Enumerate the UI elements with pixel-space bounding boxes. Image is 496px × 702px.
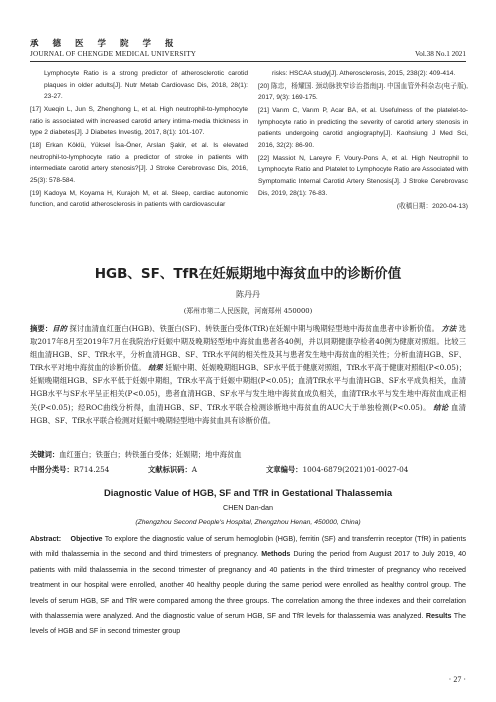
reference-item: [17] Xueqin L, Jun S, Zhenghong L, et al. High neutrophil-to-lymphocyte ratio is associated with increased carotid artery intima-media thickness in type 2 diabetes[J]. J Diabetes Investig, 2017, 8(1): 101-107. (30, 105, 248, 137)
clc-label: 中图分类号： (30, 465, 74, 474)
reference-item: Lymphocyte Ratio is a strong predictor of atherosclerotic carotid plaques in older adults[J]. Nutr Metab Cardiovasc Dis, 2018, 28(1): 23-27. (44, 70, 248, 101)
journal-name-cn: 承德医学院学报 (30, 39, 188, 49)
affiliation-cn: (郑州市第二人民医院，河南郑州 450000) (183, 307, 313, 315)
article-no-field (266, 463, 408, 476)
abstract-label-en: Abstract: (30, 535, 62, 543)
doc-code-value: A (191, 465, 198, 474)
results-text-en: The levels of HGB and SF in second trimester group (30, 612, 466, 636)
methods-label-cn: 方法 (441, 324, 457, 333)
article-no-value: 1004-6879(2021)01-0027-04 (302, 465, 409, 474)
article-no-label: 文章编号： (266, 465, 303, 474)
journal-name-en: JOURNAL OF CHENGDE MEDICAL UNIVERSITY (30, 50, 197, 58)
author-cn: 陈丹丹 (236, 290, 260, 299)
reference-item: [18] Erkan Köklü, Yüksel İsa-Öner, Arslan Şakir, et al. Is elevated neutrophil-to-lymphocyte ratio a predictor of stroke in patients with intermediate carotid artery stenosis?[J]. J Stroke Cerebrovasc Dis, 2016, 25(3): 578-584. (30, 141, 248, 184)
methods-label-en: Methods (261, 550, 291, 559)
header-rule (30, 61, 466, 62)
conclusion-text-cn: 血清HGB、SF、TfR水平联合检测对妊娠中晚期轻型地中海贫血具有诊断价值。 (30, 402, 467, 425)
keywords-text-cn: 血红蛋白；铁蛋白；转铁蛋白受体；妊娠期；地中海贫血 (59, 450, 242, 459)
reference-item: [19] Kadoya M, Koyama H, Kurajoh M, et al. Sleep, cardiac autonomic function, and carotid atherosclerosis in patients with cardiovascular (30, 189, 248, 209)
references-left-column (30, 68, 248, 212)
methods-text-cn: 选取2017年8月至2019年7月在我院治疗妊娠中期及晚期轻型地中海贫血患者各40例，并以同期健康孕检者40例为健康对照组。比较三组血清HGB、SF、TfR水平，分析血清HGB、SF、TfR水平间的相关性及其与患者发生地中海贫血的相关性；分析血清HGB、SF、TfR水平对地中海贫血的诊断价值。 (30, 324, 466, 373)
author-en: CHEN Dan-dan (223, 503, 273, 512)
abstract-en (30, 532, 466, 640)
reference-item: [20] 陈忠，杨耀国. 颈动脉狭窄诊治指南[J]. 中国血管外科杂志(电子版), 2017, 9(3): 169-175. (258, 82, 468, 102)
page-number: · 27 · (448, 675, 466, 684)
volume-issue: Vol.38 No.1 2021 (415, 50, 466, 58)
conclusion-label-cn: 结论 (433, 402, 449, 412)
objective-label-en: Objective (70, 535, 103, 543)
objective-text-cn: 探讨血清血红蛋白(HGB)、铁蛋白(SF)、转铁蛋白受体(TfR)在妊娠中期与晚期轻型地中海贫血患者中诊断价值。 (69, 324, 439, 333)
abstract-cn (30, 322, 466, 427)
clc-value: R714.254 (73, 465, 110, 474)
references-right-column (258, 68, 468, 219)
affiliation-en: (Zhengzhou Second People's Hospital, Zhengzhou Henan, 450000, China) (135, 519, 361, 526)
results-label-en: Results (425, 612, 452, 621)
objective-label-cn: 目的 (52, 324, 68, 333)
received-date: (收稿日期：2020-04-13) (396, 203, 468, 211)
objective-text-en: To explore the diagnostic value of serum hemoglobin (HGB), ferritin (SF) and transferrin receptor (TfR) in patients with mild thalassemia in the second and third trimesters of pregnancy. (30, 535, 467, 559)
keywords-label-cn: 关键词： (30, 450, 60, 459)
article-title-en: Diagnostic Value of HGB, SF and TfR in Gestational Thalassemia (103, 487, 393, 498)
reference-item: [22] Massiot N, Lareyre F, Voury-Pons A, et al. High Neutrophil to Lymphocyte Ratio and Platelet to Lymphocyte Ratio are Associated with Symptomatic Internal Carotid Artery Stenosis[J]. J Stroke Cerebrovasc Dis, 2019, 28(1): 76-83. (258, 154, 468, 197)
results-label-cn: 结果 (148, 363, 163, 373)
keywords-cn (30, 448, 466, 461)
doc-code-field (148, 463, 197, 476)
methods-text-en: During the period from August 2017 to July 2019, 40 patients with mild thalassemia in the second trimester of pregnancy and 40 patients in the third trimester of pregnancy who received treatment in our hospital were enrolled, another 40 healthy people during the same period were enrolled as healthy control group. The levels of serum HGB, SF and TfR were compared among the three groups. The correlation among the three indexes and their correlation with thalassemia were analyzed. And the diagnostic value of serum HGB, SF and TfR levels for thalassemia was analyzed. (30, 550, 466, 621)
results-text-cn: 妊娠中期、妊娠晚期组HGB、SF水平低于健康对照组，TfR水平高于健康对照组(P<0.05)；妊娠晚期组HGB、SF水平低于妊娠中期组，TfR水平高于妊娠中期组(P<0.05)；血清TfR水平与血清HGB、SF水平成负相关，血清HGB水平与SF水平呈正相关(P<0.05)，患者血清HGB、SF水平与发生地中海贫血成负相关，血清TfR水平与发生地中海贫血成正相关(P<0.05)；经ROC曲线分析得，血清HGB、SF、TfR水平联合检测诊断地中海贫血的AUC大于单独检测(P<0.05)。 (30, 363, 467, 412)
reference-item: [21] Varım C, Varım P, Acar BA, et al. Usefulness of the platelet-to-lymphocyte ratio in predicting the severity of carotid artery stenosis in patients undergoing carotid angiography[J]. Kaohsiung J Med Sci, 2016, 32(2): 86-90. (258, 107, 468, 149)
article-title-cn: HGB、SF、TfR在妊娠期地中海贫血中的诊断价值 (94, 266, 402, 282)
reference-item: risks: HSCAA study[J]. Atherosclerosis, 2015, 238(2): 409-414. (272, 70, 456, 77)
clc-field (30, 463, 109, 476)
abstract-label-cn: 摘要： (30, 324, 53, 333)
doc-code-label: 文献标识码： (148, 465, 192, 474)
